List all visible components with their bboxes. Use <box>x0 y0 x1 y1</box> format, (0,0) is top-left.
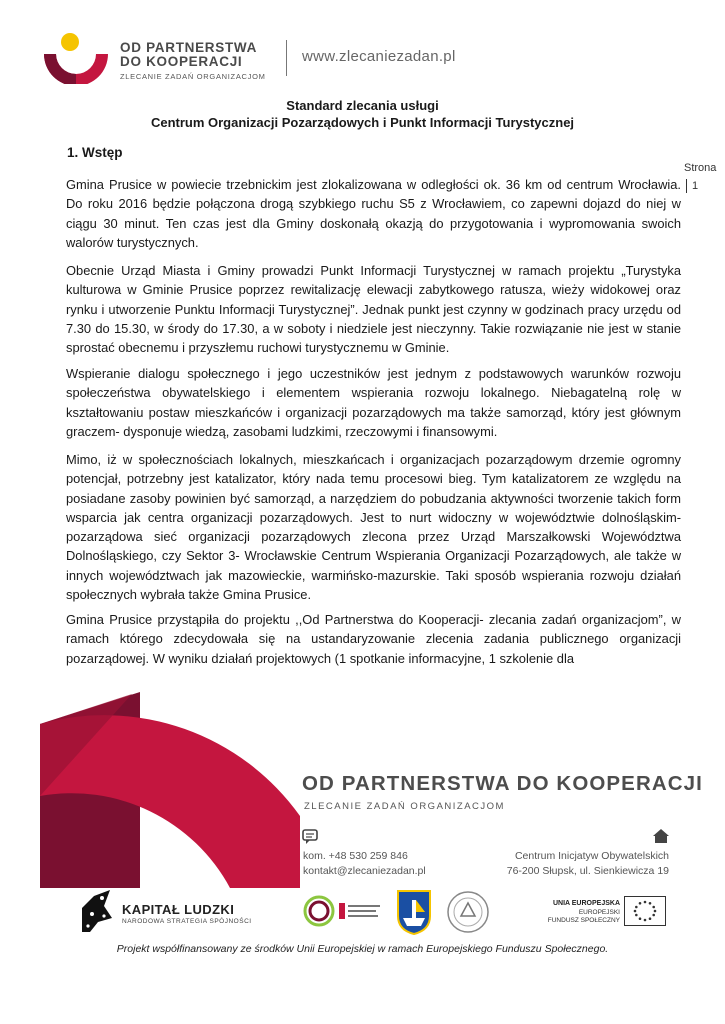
contact-phone[interactable]: kom. +48 530 259 846 <box>303 850 408 862</box>
page-number: 1 <box>686 179 698 193</box>
cofinance-note: Projekt współfinansowany ze środków Unii Europejskiej w ramach Europejskiego Funduszu Społecznego. <box>116 943 609 955</box>
partnership-logo-icon <box>40 30 112 84</box>
eu-line2: EUROPEJSKI <box>578 908 620 916</box>
address-line2: 76-200 Słupsk, ul. Sienkiewicza 19 <box>506 865 669 877</box>
address-line1: Centrum Inicjatyw Obywatelskich <box>514 850 669 862</box>
eu-line3: FUNDUSZ SPOŁECZNY <box>547 917 620 924</box>
header-brand-line2: DO KOOPERACJI <box>120 54 243 69</box>
kapital-ludzki-subtitle: NARODOWA STRATEGIA SPÓJNOŚCI <box>122 918 252 925</box>
kapital-ludzki-name: KAPITAŁ LUDZKI <box>122 902 235 917</box>
coat-of-arms-icon <box>395 888 433 936</box>
eu-label <box>528 900 620 926</box>
footer-tagline: ZLECANIE ZADAŃ ORGANIZACJOM <box>304 801 505 812</box>
paragraph-2: Obecnie Urząd Miasta i Gminy prowadzi Punkt Informacji Turystycznej w ramach projektu „Turystyka kulturowa w Gminie Prusice poprzez rewitalizację elewacji zabytkowego ratusza, wieży widokowej oraz rynku i utworzenie Punktu Informacji Turystycznej”. Jednak punkt jest czynny w godzinach pracy urzędu od 7.30 do 15.30, w środy do 17.30, a w soboty i niedziele jest nieczynny. Takie rozwiązanie nie jest w stanie sprostać obecnemu i przyszłemu ruchowi turystycznemu w Gminie. <box>66 263 681 356</box>
chat-icon <box>302 829 320 845</box>
header-brand <box>120 41 266 81</box>
eu-line1: UNIA EUROPEJSKA <box>552 900 620 907</box>
document-title: Standard zlecania usługi <box>286 98 439 113</box>
kapital-ludzki-logo-icon <box>80 888 114 934</box>
paragraph-4: Mimo, iż w społecznościach lokalnych, mieszkańcach i organizacjach pozarządowym drzemie ogromny potencjał, potrzebny jest katalizator, który nada temu procesowi bieg. Tym katalizatorem ze względu na posiadane zasoby powinien być samorząd, a narzędziem do pobudzania aktywności tworzenie takich form wsparcia jak centra organizacji pozarządowych. Jest to nurt widoczny w województwie dolnośląskim- pozarządowa sieć organizacji pozarządowych zlecona przez Urząd Marszałkowski Województwa Dolnośląskiego, czy Sektor 3- Wrocławskie Centrum Wspierania Organizacji Pozarządowych, ale także w innych województwach jak mazowieckie, warmińsko-mazurskie. Taki sposób wspierania rozwoju działań społecznych wybrała także Gmina Prusice. <box>66 452 681 603</box>
header-brand-subtitle: ZLECANIE ZADAŃ ORGANIZACJOM <box>120 72 266 81</box>
paragraph-3: Wspieranie dialogu społecznego i jego uczestników jest jednym z podstawowych warunków rozwoju społeczeństwa obywatelskiego i elementem wspierania rozwoju lokalnego. Niebagatelną rolę w kształtowaniu postaw mieszkańców i organizacji pozarządowych ma także samorząd, który jest głównym graczem- dysponuje wiedzą, zasobami ludzkimi, rzeczowymi i finansowymi. <box>66 366 681 439</box>
cio-partner-logo-icon <box>302 895 384 927</box>
document-subtitle: Centrum Organizacji Pozarządowych i Punkt Informacji Turystycznej <box>150 115 575 130</box>
header-brand-line1: OD PARTNERSTWA <box>120 40 258 55</box>
home-icon <box>652 828 670 844</box>
eu-flag-icon <box>624 896 666 926</box>
page-label: Strona <box>684 162 717 174</box>
paragraph-5: Gmina Prusice przystąpiła do projektu ,,Od Partnerstwa do Kooperacji- zlecania zadań organizacjom”, w ramach którego zdecydowała się na ustandaryzowanie zlecenia zadania publicznego organizacji pozarządowej. W wyniku działań projektowych (1 spotkanie informacyjne, 1 szkolenie dla <box>66 612 681 666</box>
section-heading: 1. Wstęp <box>67 145 123 160</box>
footer-brand: OD PARTNERSTWA DO KOOPERACJI <box>302 772 703 795</box>
contact-email[interactable]: kontakt@zlecaniezadan.pl <box>303 865 426 877</box>
paragraph-1: Gmina Prusice w powiecie trzebnickim jest zlokalizowana w odległości ok. 36 km od centrum Wrocławia. Do roku 2016 będzie połączona drogą szybkiego ruchu S5 z Wrocławiem, co zapewni dojazd do niej w ciągu 30 minut. Ten czas jest dla Gminy doskonałą okazją do przygotowania i wypromowania swoich walorów turystycznych. <box>66 177 681 250</box>
header-url[interactable]: www.zlecaniezadan.pl <box>302 48 456 65</box>
footer-arc-graphic <box>0 688 300 888</box>
header-divider <box>286 40 287 76</box>
university-seal-icon <box>446 890 490 934</box>
